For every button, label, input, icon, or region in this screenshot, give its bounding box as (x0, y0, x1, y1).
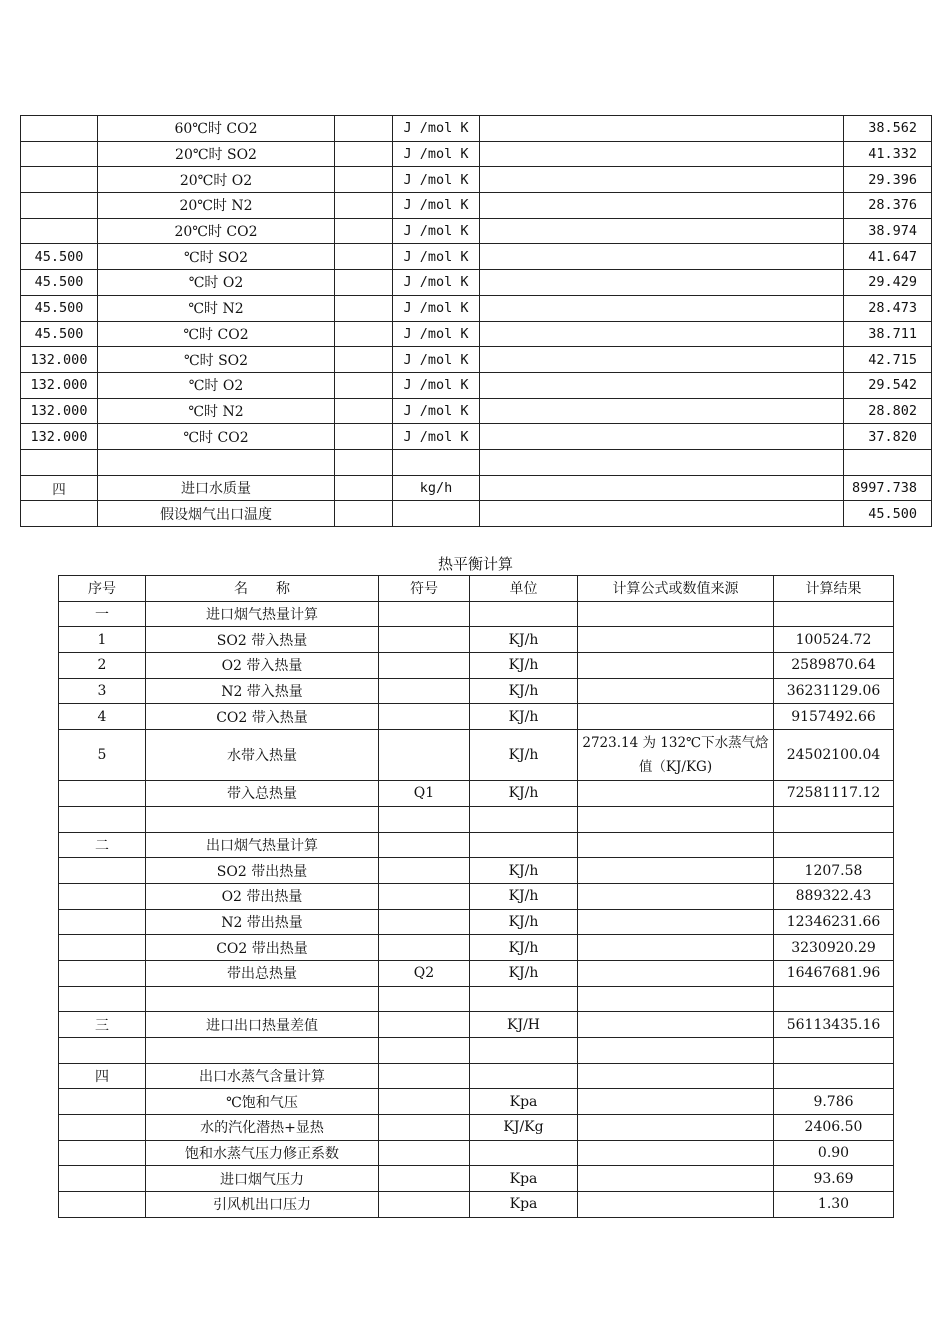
item-name-cell: 进口烟气热量计算 (146, 601, 379, 627)
unit-cell (393, 501, 480, 527)
item-name-cell: 出口烟气热量计算 (146, 832, 379, 858)
item-name-cell (146, 1038, 379, 1064)
table-row (59, 601, 894, 627)
item-name-cell: N2 带出热量 (146, 909, 379, 935)
result-cell (774, 1038, 894, 1064)
symbol-cell (379, 678, 470, 704)
blank-cell (480, 501, 844, 527)
result-cell: 1.30 (774, 1192, 894, 1218)
header-cell-result: 计算结果 (774, 576, 894, 602)
table-row (21, 398, 932, 424)
table-row (21, 501, 932, 527)
symbol-cell (379, 1166, 470, 1192)
symbol-cell: Q1 (379, 781, 470, 807)
source-cell (578, 909, 774, 935)
table-row (21, 475, 932, 501)
table-row (59, 1089, 894, 1115)
temperature-cell: 45.500 (21, 295, 98, 321)
row-number-cell: 四 (59, 1063, 146, 1089)
value-cell: 28.802 (844, 398, 932, 424)
result-cell: 2589870.64 (774, 653, 894, 679)
unit-cell: J /mol K (393, 193, 480, 219)
blank-cell (335, 449, 393, 475)
result-cell: 1207.58 (774, 858, 894, 884)
row-number-cell (59, 858, 146, 884)
temperature-cell (21, 193, 98, 219)
row-number-cell: 4 (59, 704, 146, 730)
unit-cell: Kpa (470, 1166, 578, 1192)
temperature-cell (21, 501, 98, 527)
table-row (21, 244, 932, 270)
table-row (59, 1063, 894, 1089)
blank-cell (335, 501, 393, 527)
value-cell: 38.562 (844, 116, 932, 142)
unit-cell (470, 601, 578, 627)
table-row (59, 1038, 894, 1064)
blank-cell (335, 193, 393, 219)
value-cell: 42.715 (844, 347, 932, 373)
item-name-cell: N2 带入热量 (146, 678, 379, 704)
table-row (21, 218, 932, 244)
gas-label-cell: ℃时 CO2 (98, 321, 335, 347)
item-name-cell: 带入总热量 (146, 781, 379, 807)
temperature-cell (21, 218, 98, 244)
row-number-cell: 1 (59, 627, 146, 653)
table-row (59, 1166, 894, 1192)
value-cell: 41.647 (844, 244, 932, 270)
blank-cell (480, 244, 844, 270)
table-row (59, 832, 894, 858)
row-number-cell (59, 1038, 146, 1064)
table-row (59, 1012, 894, 1038)
gas-label-cell: 20℃时 SO2 (98, 141, 335, 167)
symbol-cell (379, 653, 470, 679)
source-cell (578, 1063, 774, 1089)
result-cell: 9.786 (774, 1089, 894, 1115)
unit-cell: J /mol K (393, 218, 480, 244)
row-number-cell: 三 (59, 1012, 146, 1038)
symbol-cell (379, 1140, 470, 1166)
blank-cell (480, 141, 844, 167)
source-cell (578, 653, 774, 679)
unit-cell: KJ/h (470, 858, 578, 884)
table-row (59, 653, 894, 679)
result-cell: 3230920.29 (774, 935, 894, 961)
symbol-cell (379, 1038, 470, 1064)
blank-cell (335, 141, 393, 167)
value-cell (844, 449, 932, 475)
symbol-cell (379, 627, 470, 653)
row-number-cell (59, 1140, 146, 1166)
item-name-cell: 带出总热量 (146, 960, 379, 986)
temperature-cell (21, 141, 98, 167)
result-cell (774, 806, 894, 832)
table-row (59, 1115, 894, 1141)
item-name-cell: 出口水蒸气含量计算 (146, 1063, 379, 1089)
table-row (21, 270, 932, 296)
source-cell (578, 986, 774, 1012)
table-row (59, 986, 894, 1012)
blank-cell (480, 116, 844, 142)
unit-cell: J /mol K (393, 372, 480, 398)
result-cell: 93.69 (774, 1166, 894, 1192)
unit-cell: KJ/h (470, 935, 578, 961)
symbol-cell (379, 806, 470, 832)
temperature-cell: 132.000 (21, 347, 98, 373)
source-cell (578, 935, 774, 961)
unit-cell (470, 806, 578, 832)
blank-cell (335, 372, 393, 398)
item-name-cell: CO2 带出热量 (146, 935, 379, 961)
blank-cell (335, 295, 393, 321)
symbol-cell (379, 730, 470, 781)
source-cell (578, 960, 774, 986)
source-cell: 2723.14 为 132℃下水蒸气焓值（KJ/KG) (578, 730, 774, 781)
gas-label-cell: 20℃时 O2 (98, 167, 335, 193)
unit-cell (470, 1140, 578, 1166)
source-cell (578, 627, 774, 653)
source-cell (578, 704, 774, 730)
blank-cell (480, 167, 844, 193)
blank-cell (480, 321, 844, 347)
table-row (21, 141, 932, 167)
row-number-cell: 二 (59, 832, 146, 858)
table-row (21, 372, 932, 398)
row-number-cell: 一 (59, 601, 146, 627)
unit-cell: KJ/h (470, 678, 578, 704)
symbol-cell (379, 883, 470, 909)
unit-cell: KJ/Kg (470, 1115, 578, 1141)
blank-cell (335, 167, 393, 193)
table-row (59, 806, 894, 832)
gas-label-cell: 60℃时 CO2 (98, 116, 335, 142)
result-cell: 889322.43 (774, 883, 894, 909)
item-name-cell: SO2 带入热量 (146, 627, 379, 653)
row-number-cell (59, 1115, 146, 1141)
blank-cell (480, 372, 844, 398)
unit-cell: J /mol K (393, 398, 480, 424)
temperature-cell (21, 167, 98, 193)
gas-label-cell: ℃时 O2 (98, 270, 335, 296)
table-row (21, 321, 932, 347)
unit-cell (470, 986, 578, 1012)
header-cell-symbol: 符号 (379, 576, 470, 602)
temperature-cell: 45.500 (21, 244, 98, 270)
unit-cell: KJ/h (470, 960, 578, 986)
row-number-cell (59, 806, 146, 832)
gas-label-cell: ℃时 N2 (98, 295, 335, 321)
value-cell: 28.376 (844, 193, 932, 219)
gas-label-cell: ℃时 SO2 (98, 347, 335, 373)
source-cell (578, 832, 774, 858)
table-row (21, 167, 932, 193)
symbol-cell (379, 986, 470, 1012)
gas-label-cell (98, 449, 335, 475)
blank-cell (335, 475, 393, 501)
blank-cell (480, 270, 844, 296)
table-row (59, 883, 894, 909)
row-number-cell (59, 986, 146, 1012)
unit-cell: Kpa (470, 1192, 578, 1218)
result-cell (774, 1063, 894, 1089)
gas-label-cell: 20℃时 CO2 (98, 218, 335, 244)
table-row (59, 935, 894, 961)
value-cell: 28.473 (844, 295, 932, 321)
result-cell: 24502100.04 (774, 730, 894, 781)
unit-cell (393, 449, 480, 475)
result-cell (774, 986, 894, 1012)
result-cell: 100524.72 (774, 627, 894, 653)
gas-label-cell: 20℃时 N2 (98, 193, 335, 219)
gas-label-cell: ℃时 CO2 (98, 424, 335, 450)
unit-cell: J /mol K (393, 167, 480, 193)
blank-cell (480, 218, 844, 244)
unit-cell: Kpa (470, 1089, 578, 1115)
temperature-cell: 132.000 (21, 424, 98, 450)
table-row (59, 1140, 894, 1166)
value-cell: 37.820 (844, 424, 932, 450)
table-row (59, 781, 894, 807)
unit-cell: J /mol K (393, 244, 480, 270)
unit-cell: KJ/h (470, 704, 578, 730)
unit-cell: KJ/h (470, 730, 578, 781)
result-cell: 16467681.96 (774, 960, 894, 986)
row-number-cell (59, 883, 146, 909)
table-row (59, 909, 894, 935)
value-cell: 29.542 (844, 372, 932, 398)
header-cell-name: 名 称 (146, 576, 379, 602)
temperature-cell: 45.500 (21, 270, 98, 296)
temperature-cell (21, 116, 98, 142)
blank-cell (335, 218, 393, 244)
row-number-cell (59, 781, 146, 807)
symbol-cell (379, 704, 470, 730)
blank-cell (480, 449, 844, 475)
symbol-cell (379, 1089, 470, 1115)
blank-cell (480, 193, 844, 219)
blank-cell (335, 347, 393, 373)
symbol-cell (379, 858, 470, 884)
gas-label-cell: 进口水质量 (98, 475, 335, 501)
unit-cell: KJ/h (470, 653, 578, 679)
blank-cell (335, 270, 393, 296)
row-number-cell: 2 (59, 653, 146, 679)
source-cell (578, 1140, 774, 1166)
gas-properties-table (20, 115, 932, 527)
item-name-cell: CO2 带入热量 (146, 704, 379, 730)
heat-table-header-row (59, 576, 894, 602)
item-name-cell: 进口烟气压力 (146, 1166, 379, 1192)
value-cell: 29.429 (844, 270, 932, 296)
value-cell: 41.332 (844, 141, 932, 167)
gas-label-cell: 假设烟气出口温度 (98, 501, 335, 527)
source-cell (578, 1012, 774, 1038)
table-row (59, 678, 894, 704)
result-cell (774, 832, 894, 858)
table-row (59, 1192, 894, 1218)
heat-balance-body (59, 601, 894, 1217)
table-row (21, 424, 932, 450)
header-cell-no: 序号 (59, 576, 146, 602)
blank-cell (335, 424, 393, 450)
blank-cell (480, 347, 844, 373)
table-row (21, 116, 932, 142)
table-row (59, 704, 894, 730)
value-cell: 38.711 (844, 321, 932, 347)
value-cell: 29.396 (844, 167, 932, 193)
heat-balance-table (58, 575, 894, 1218)
source-cell (578, 1115, 774, 1141)
header-cell-source: 计算公式或数值来源 (578, 576, 774, 602)
table-row (21, 193, 932, 219)
result-cell: 2406.50 (774, 1115, 894, 1141)
row-number-cell (59, 1089, 146, 1115)
unit-cell (470, 832, 578, 858)
unit-cell: J /mol K (393, 116, 480, 142)
item-name-cell: 水带入热量 (146, 730, 379, 781)
temperature-cell (21, 449, 98, 475)
blank-cell (335, 398, 393, 424)
unit-cell: J /mol K (393, 270, 480, 296)
table-row (59, 858, 894, 884)
item-name-cell: 饱和水蒸气压力修正系数 (146, 1140, 379, 1166)
gas-properties-body (21, 116, 932, 527)
result-cell: 0.90 (774, 1140, 894, 1166)
symbol-cell (379, 601, 470, 627)
row-number-cell (59, 909, 146, 935)
source-cell (578, 781, 774, 807)
blank-cell (335, 116, 393, 142)
symbol-cell (379, 1192, 470, 1218)
result-cell: 56113435.16 (774, 1012, 894, 1038)
value-cell: 8997.738 (844, 475, 932, 501)
blank-cell (480, 398, 844, 424)
temperature-cell: 四 (21, 475, 98, 501)
item-name-cell: O2 带出热量 (146, 883, 379, 909)
item-name-cell (146, 986, 379, 1012)
table-row (59, 730, 894, 781)
item-name-cell: SO2 带出热量 (146, 858, 379, 884)
blank-cell (480, 424, 844, 450)
unit-cell: KJ/h (470, 627, 578, 653)
blank-cell (335, 244, 393, 270)
symbol-cell (379, 1115, 470, 1141)
result-cell (774, 601, 894, 627)
value-cell: 45.500 (844, 501, 932, 527)
table-row (59, 627, 894, 653)
source-cell (578, 1038, 774, 1064)
source-cell (578, 806, 774, 832)
unit-cell: J /mol K (393, 141, 480, 167)
row-number-cell (59, 935, 146, 961)
source-cell (578, 1089, 774, 1115)
row-number-cell: 3 (59, 678, 146, 704)
unit-cell (470, 1063, 578, 1089)
result-cell: 72581117.12 (774, 781, 894, 807)
table-row (21, 449, 932, 475)
source-cell (578, 1192, 774, 1218)
value-cell: 38.974 (844, 218, 932, 244)
unit-cell: KJ/h (470, 781, 578, 807)
item-name-cell (146, 806, 379, 832)
gas-label-cell: ℃时 N2 (98, 398, 335, 424)
gas-label-cell: ℃时 O2 (98, 372, 335, 398)
temperature-cell: 45.500 (21, 321, 98, 347)
table-row (21, 295, 932, 321)
symbol-cell: Q2 (379, 960, 470, 986)
header-cell-unit: 单位 (470, 576, 578, 602)
row-number-cell (59, 960, 146, 986)
item-name-cell: 引风机出口压力 (146, 1192, 379, 1218)
unit-cell: J /mol K (393, 424, 480, 450)
unit-cell: J /mol K (393, 295, 480, 321)
table-row (21, 347, 932, 373)
unit-cell: J /mol K (393, 347, 480, 373)
temperature-cell: 132.000 (21, 372, 98, 398)
item-name-cell: O2 带入热量 (146, 653, 379, 679)
row-number-cell (59, 1166, 146, 1192)
symbol-cell (379, 909, 470, 935)
item-name-cell: 水的汽化潜热+显热 (146, 1115, 379, 1141)
item-name-cell: ℃饱和气压 (146, 1089, 379, 1115)
result-cell: 9157492.66 (774, 704, 894, 730)
symbol-cell (379, 1063, 470, 1089)
row-number-cell (59, 1192, 146, 1218)
blank-cell (480, 475, 844, 501)
unit-cell (470, 1038, 578, 1064)
unit-cell: kg/h (393, 475, 480, 501)
item-name-cell: 进口出口热量差值 (146, 1012, 379, 1038)
result-cell: 36231129.06 (774, 678, 894, 704)
source-cell (578, 601, 774, 627)
source-cell (578, 1166, 774, 1192)
source-cell (578, 858, 774, 884)
result-cell: 12346231.66 (774, 909, 894, 935)
unit-cell: KJ/h (470, 883, 578, 909)
symbol-cell (379, 832, 470, 858)
temperature-cell: 132.000 (21, 398, 98, 424)
blank-cell (480, 295, 844, 321)
unit-cell: KJ/h (470, 909, 578, 935)
source-cell (578, 883, 774, 909)
heat-balance-title: 热平衡计算 (437, 555, 513, 573)
symbol-cell (379, 935, 470, 961)
gas-label-cell: ℃时 SO2 (98, 244, 335, 270)
unit-cell: KJ/H (470, 1012, 578, 1038)
symbol-cell (379, 1012, 470, 1038)
blank-cell (335, 321, 393, 347)
source-cell (578, 678, 774, 704)
row-number-cell: 5 (59, 730, 146, 781)
table-row (59, 960, 894, 986)
unit-cell: J /mol K (393, 321, 480, 347)
